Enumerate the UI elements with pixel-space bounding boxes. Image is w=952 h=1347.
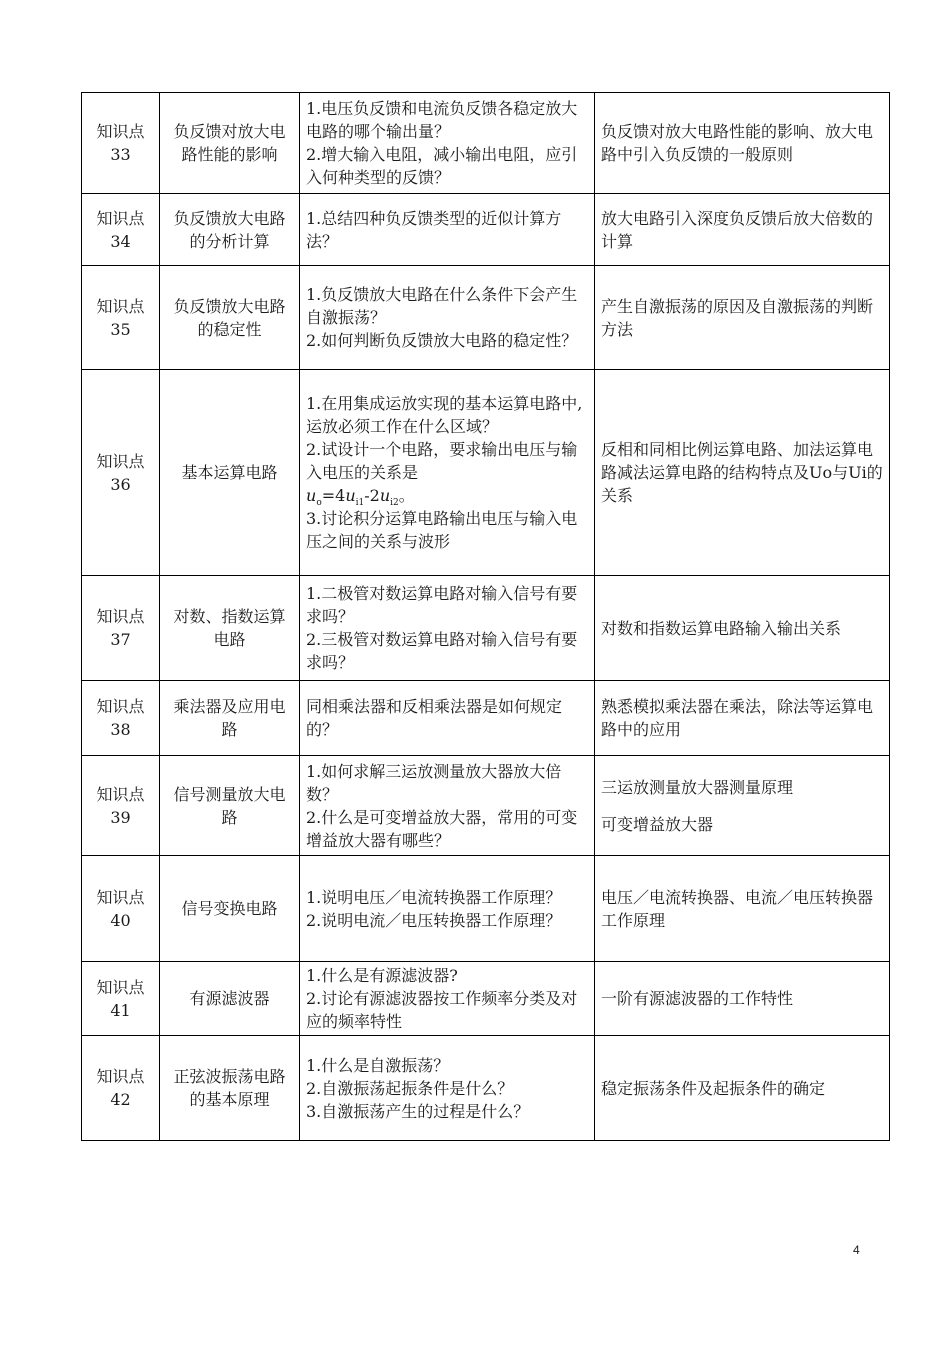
learning-objective xyxy=(595,756,890,856)
guiding-questions xyxy=(300,93,595,194)
guiding-questions xyxy=(300,1036,595,1141)
question-line: 1.如何求解三运放测量放大器放大倍数？ xyxy=(306,761,562,804)
objective-line: 熟悉模拟乘法器在乘法，除法等运算电路中的应用 xyxy=(601,697,874,739)
question-line: $u_o=4u_{i1}-2u_{i2}$。 xyxy=(306,486,415,509)
question-line: 2.什么是可变增益放大器，常用的可变增益放大器有哪些？ xyxy=(306,807,578,850)
question-line: 2.增大输入电阻，减小输出电阻，应引入何种类型的反馈？ xyxy=(306,145,578,187)
objective-line: 一阶有源滤波器的工作特性 xyxy=(601,989,794,1008)
guiding-questions xyxy=(300,856,595,962)
knowledge-point-topic: 负反馈对放大电路性能的影响 xyxy=(160,93,300,194)
guiding-questions xyxy=(300,576,595,681)
learning-objective xyxy=(595,93,890,194)
knowledge-point-topic: 信号变换电路 xyxy=(160,856,300,962)
table-body xyxy=(82,93,890,1141)
guiding-questions xyxy=(300,962,595,1036)
knowledge-point-topic: 信号测量放大电路 xyxy=(160,756,300,856)
knowledge-point-id: 知识点 38 xyxy=(82,681,160,756)
question-line: 2.如何判断负反馈放大电路的稳定性？ xyxy=(306,331,578,350)
learning-objective xyxy=(595,962,890,1036)
table-row xyxy=(82,962,890,1036)
guiding-questions xyxy=(300,756,595,856)
knowledge-point-topic: 负反馈放大电路的稳定性 xyxy=(160,266,300,370)
table-row xyxy=(82,266,890,370)
knowledge-point-topic: 有源滤波器 xyxy=(160,962,300,1036)
learning-objective xyxy=(595,681,890,756)
table-row xyxy=(82,93,890,194)
guiding-questions xyxy=(300,370,595,576)
knowledge-point-id: 知识点 37 xyxy=(82,576,160,681)
guiding-questions xyxy=(300,681,595,756)
learning-objective xyxy=(595,576,890,681)
question-line: 1.总结四种负反馈类型的近似计算方法？ xyxy=(306,208,562,251)
learning-objective xyxy=(595,194,890,266)
table-row xyxy=(82,1036,890,1141)
question-line: 1.说明电压／电流转换器工作原理？ xyxy=(306,887,562,907)
objective-line: 放大电路引入深度负反馈后放大倍数的计算 xyxy=(601,208,874,251)
knowledge-point-topic: 对数、指数运算电路 xyxy=(160,576,300,681)
objective-line: 可变增益放大器 xyxy=(601,814,714,834)
question-line: 1.在用集成运放实现的基本运算电路中,运放必须工作在什么区域？ xyxy=(306,394,583,436)
knowledge-point-topic: 负反馈放大电路的分析计算 xyxy=(160,194,300,266)
knowledge-point-id: 知识点 33 xyxy=(82,93,160,194)
table-row xyxy=(82,576,890,681)
knowledge-point-id: 知识点 39 xyxy=(82,756,160,856)
knowledge-point-id: 知识点 35 xyxy=(82,266,160,370)
question-line: 2.讨论有源滤波器按工作频率分类及对应的频率特性 xyxy=(306,989,578,1031)
question-line: 2.自激振荡起振条件是什么？ xyxy=(306,1078,514,1098)
question-line: 2.说明电流／电压转换器工作原理？ xyxy=(306,910,562,930)
learning-objective xyxy=(595,370,890,576)
objective-line: 三运放测量放大器测量原理 xyxy=(601,777,794,797)
knowledge-point-id: 知识点 41 xyxy=(82,962,160,1036)
question-line: 1.二极管对数运算电路对输入信号有要求吗？ xyxy=(306,584,578,626)
table-row xyxy=(82,681,890,756)
objective-line: 对数和指数运算电路输入输出关系 xyxy=(601,618,842,638)
learning-objective xyxy=(595,856,890,962)
objective-line: 电压／电流转换器、电流／电压转换器工作原理 xyxy=(601,887,874,930)
table-row xyxy=(82,370,890,576)
objective-line: 负反馈对放大电路性能的影响、放大电路中引入负反馈的一般原则 xyxy=(601,122,874,164)
objective-line: 稳定振荡条件及起振条件的确定 xyxy=(601,1078,826,1098)
question-line: 1.什么是有源滤波器? xyxy=(306,966,458,985)
table-row xyxy=(82,194,890,266)
objective-line: 反相和同相比例运算电路、加法运算电路减法运算电路的结构特点及Uo与Ui的关系 xyxy=(601,440,883,505)
question-line: 2.试设计一个电路，要求输出电压与输入电压的关系是 xyxy=(306,440,578,482)
knowledge-point-topic: 基本运算电路 xyxy=(160,370,300,576)
question-line: 2.三极管对数运算电路对输入信号有要求吗？ xyxy=(306,630,578,672)
knowledge-point-id: 知识点 36 xyxy=(82,370,160,576)
question-line: 同相乘法器和反相乘法器是如何规定的？ xyxy=(306,697,563,739)
knowledge-point-id: 知识点 34 xyxy=(82,194,160,266)
question-line: 3.讨论积分运算电路输出电压与输入电压之间的关系与波形 xyxy=(306,509,578,551)
knowledge-point-table xyxy=(81,92,890,1141)
knowledge-point-topic: 正弦波振荡电路的基本原理 xyxy=(160,1036,300,1141)
learning-objective xyxy=(595,266,890,370)
table-row xyxy=(82,756,890,856)
knowledge-point-id: 知识点 40 xyxy=(82,856,160,962)
objective-line: 产生自激振荡的原因及自激振荡的判断方法 xyxy=(601,296,874,339)
question-line: 1.负反馈放大电路在什么条件下会产生自激振荡？ xyxy=(306,285,578,327)
knowledge-point-id: 知识点 42 xyxy=(82,1036,160,1141)
guiding-questions xyxy=(300,266,595,370)
question-line: 3.自激振荡产生的过程是什么？ xyxy=(306,1101,530,1121)
table-row xyxy=(82,856,890,962)
learning-objective xyxy=(595,1036,890,1141)
question-line: 1.什么是自激振荡？ xyxy=(306,1055,450,1075)
question-line: 1.电压负反馈和电流负反馈各稳定放大电路的哪个输出量？ xyxy=(306,99,578,141)
guiding-questions xyxy=(300,194,595,266)
page-number: 4 xyxy=(853,1243,860,1257)
knowledge-point-topic: 乘法器及应用电路 xyxy=(160,681,300,756)
